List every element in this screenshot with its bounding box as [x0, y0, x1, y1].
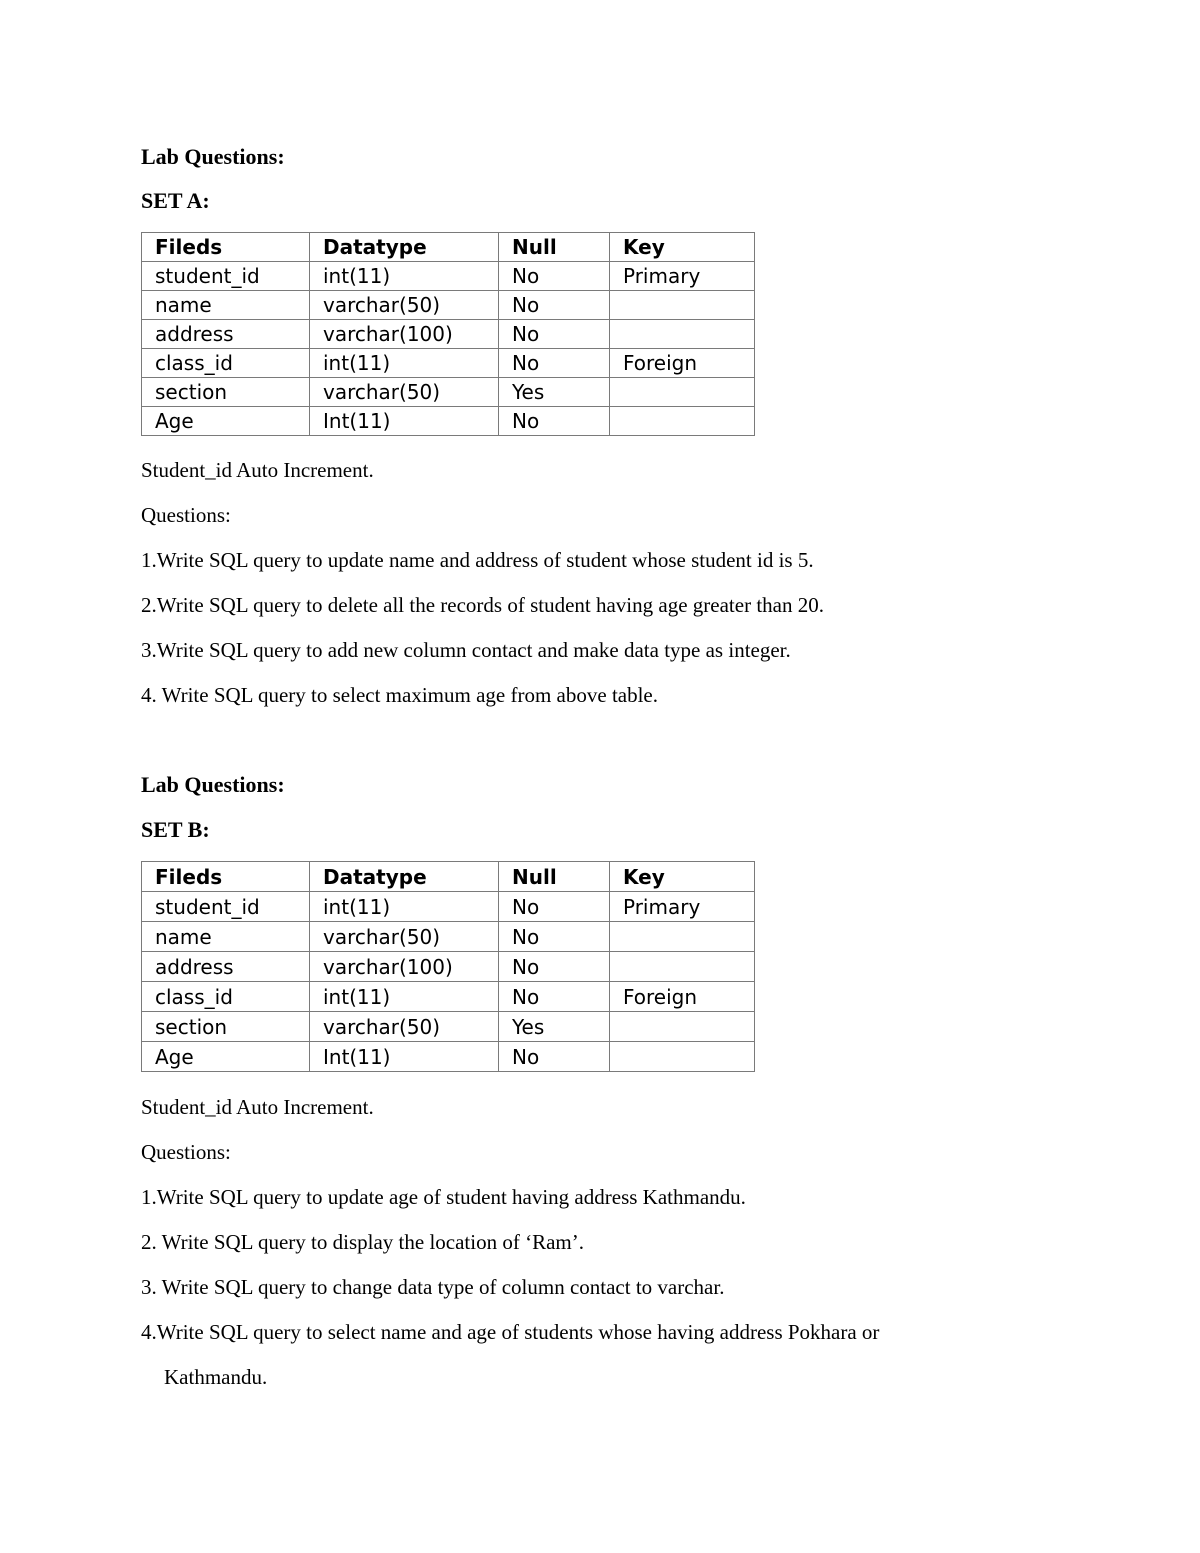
question-item: 4. Write SQL query to select maximum age from above table.: [141, 683, 659, 707]
table-cell: Int(11): [310, 407, 499, 436]
table-cell: int(11): [310, 262, 499, 291]
table-cell: No: [499, 952, 610, 982]
table-cell: int(11): [310, 982, 499, 1012]
table-cell: int(11): [310, 349, 499, 378]
table-cell: [610, 291, 755, 320]
questions-label: Questions:: [141, 503, 231, 527]
table-cell: Age: [142, 407, 310, 436]
table-cell: address: [142, 952, 310, 982]
set-title: SET A:: [141, 188, 210, 213]
table-row: [142, 982, 755, 1012]
table-cell: varchar(50): [310, 922, 499, 952]
table-header-cell: Null: [499, 233, 610, 262]
lab-questions-heading: Lab Questions:: [141, 772, 285, 797]
table-cell: varchar(50): [310, 1012, 499, 1042]
table-cell: name: [142, 291, 310, 320]
table-cell: varchar(50): [310, 378, 499, 407]
table-cell: varchar(100): [310, 952, 499, 982]
question-item: 3. Write SQL query to change data type of column contact to varchar.: [141, 1275, 725, 1299]
table-cell: varchar(100): [310, 320, 499, 349]
table-row: [142, 349, 755, 378]
table-cell: Foreign: [610, 982, 755, 1012]
table-cell: varchar(50): [310, 291, 499, 320]
table-row: [142, 892, 755, 922]
table-cell: [610, 1012, 755, 1042]
table-cell: [610, 407, 755, 436]
set-title: SET B:: [141, 817, 210, 842]
question-item-continuation: Kathmandu.: [164, 1365, 268, 1389]
table-cell: Yes: [499, 1012, 610, 1042]
auto-increment-note: Student_id Auto Increment.: [141, 458, 374, 482]
table-cell: class_id: [142, 349, 310, 378]
table-header-cell: Datatype: [310, 233, 499, 262]
table-cell: Primary: [610, 892, 755, 922]
table-cell: No: [499, 1042, 610, 1072]
question-item: 1.Write SQL query to update age of student having address Kathmandu.: [141, 1185, 746, 1209]
table-cell: [610, 320, 755, 349]
table-row: [142, 1042, 755, 1072]
question-item: 4.Write SQL query to select name and age of students whose having address Pokhara or: [141, 1320, 880, 1344]
question-item: 2. Write SQL query to display the location of ‘Ram’.: [141, 1230, 584, 1254]
question-item: 3.Write SQL query to add new column contact and make data type as integer.: [141, 638, 791, 662]
table-cell: No: [499, 291, 610, 320]
table-cell: [610, 378, 755, 407]
table-header-cell: Datatype: [310, 862, 499, 892]
table-header-cell: Null: [499, 862, 610, 892]
table-cell: student_id: [142, 892, 310, 922]
table-cell: No: [499, 982, 610, 1012]
table-cell: [610, 922, 755, 952]
table-header-cell: Key: [610, 862, 755, 892]
table-row: [142, 320, 755, 349]
table-cell: No: [499, 892, 610, 922]
table-row: [142, 262, 755, 291]
table-cell: No: [499, 407, 610, 436]
table-row: [142, 922, 755, 952]
table-cell: Yes: [499, 378, 610, 407]
table-row: [142, 952, 755, 982]
table-header-cell: Fileds: [142, 862, 310, 892]
table-cell: No: [499, 262, 610, 291]
table-cell: [610, 952, 755, 982]
question-item: 1.Write SQL query to update name and address of student whose student id is 5.: [141, 548, 814, 572]
table-header-cell: Fileds: [142, 233, 310, 262]
table-cell: No: [499, 349, 610, 378]
table-row: [142, 407, 755, 436]
table-cell: class_id: [142, 982, 310, 1012]
question-item: 2.Write SQL query to delete all the records of student having age greater than 20.: [141, 593, 824, 617]
table-cell: Foreign: [610, 349, 755, 378]
table-cell: name: [142, 922, 310, 952]
table-header-row: [142, 862, 755, 892]
table-header-row: [142, 233, 755, 262]
table-cell: student_id: [142, 262, 310, 291]
table-cell: int(11): [310, 892, 499, 922]
table-row: [142, 378, 755, 407]
table-cell: No: [499, 922, 610, 952]
auto-increment-note: Student_id Auto Increment.: [141, 1095, 374, 1119]
table-cell: Int(11): [310, 1042, 499, 1072]
table-cell: Primary: [610, 262, 755, 291]
lab-questions-heading: Lab Questions:: [141, 144, 285, 169]
questions-label: Questions:: [141, 1140, 231, 1164]
table-cell: No: [499, 320, 610, 349]
table-header-cell: Key: [610, 233, 755, 262]
table-cell: section: [142, 1012, 310, 1042]
table-cell: Age: [142, 1042, 310, 1072]
table-cell: [610, 1042, 755, 1072]
table-cell: section: [142, 378, 310, 407]
table-row: [142, 291, 755, 320]
schema-table: [141, 861, 755, 1072]
table-cell: address: [142, 320, 310, 349]
schema-table: [141, 232, 755, 436]
table-row: [142, 1012, 755, 1042]
